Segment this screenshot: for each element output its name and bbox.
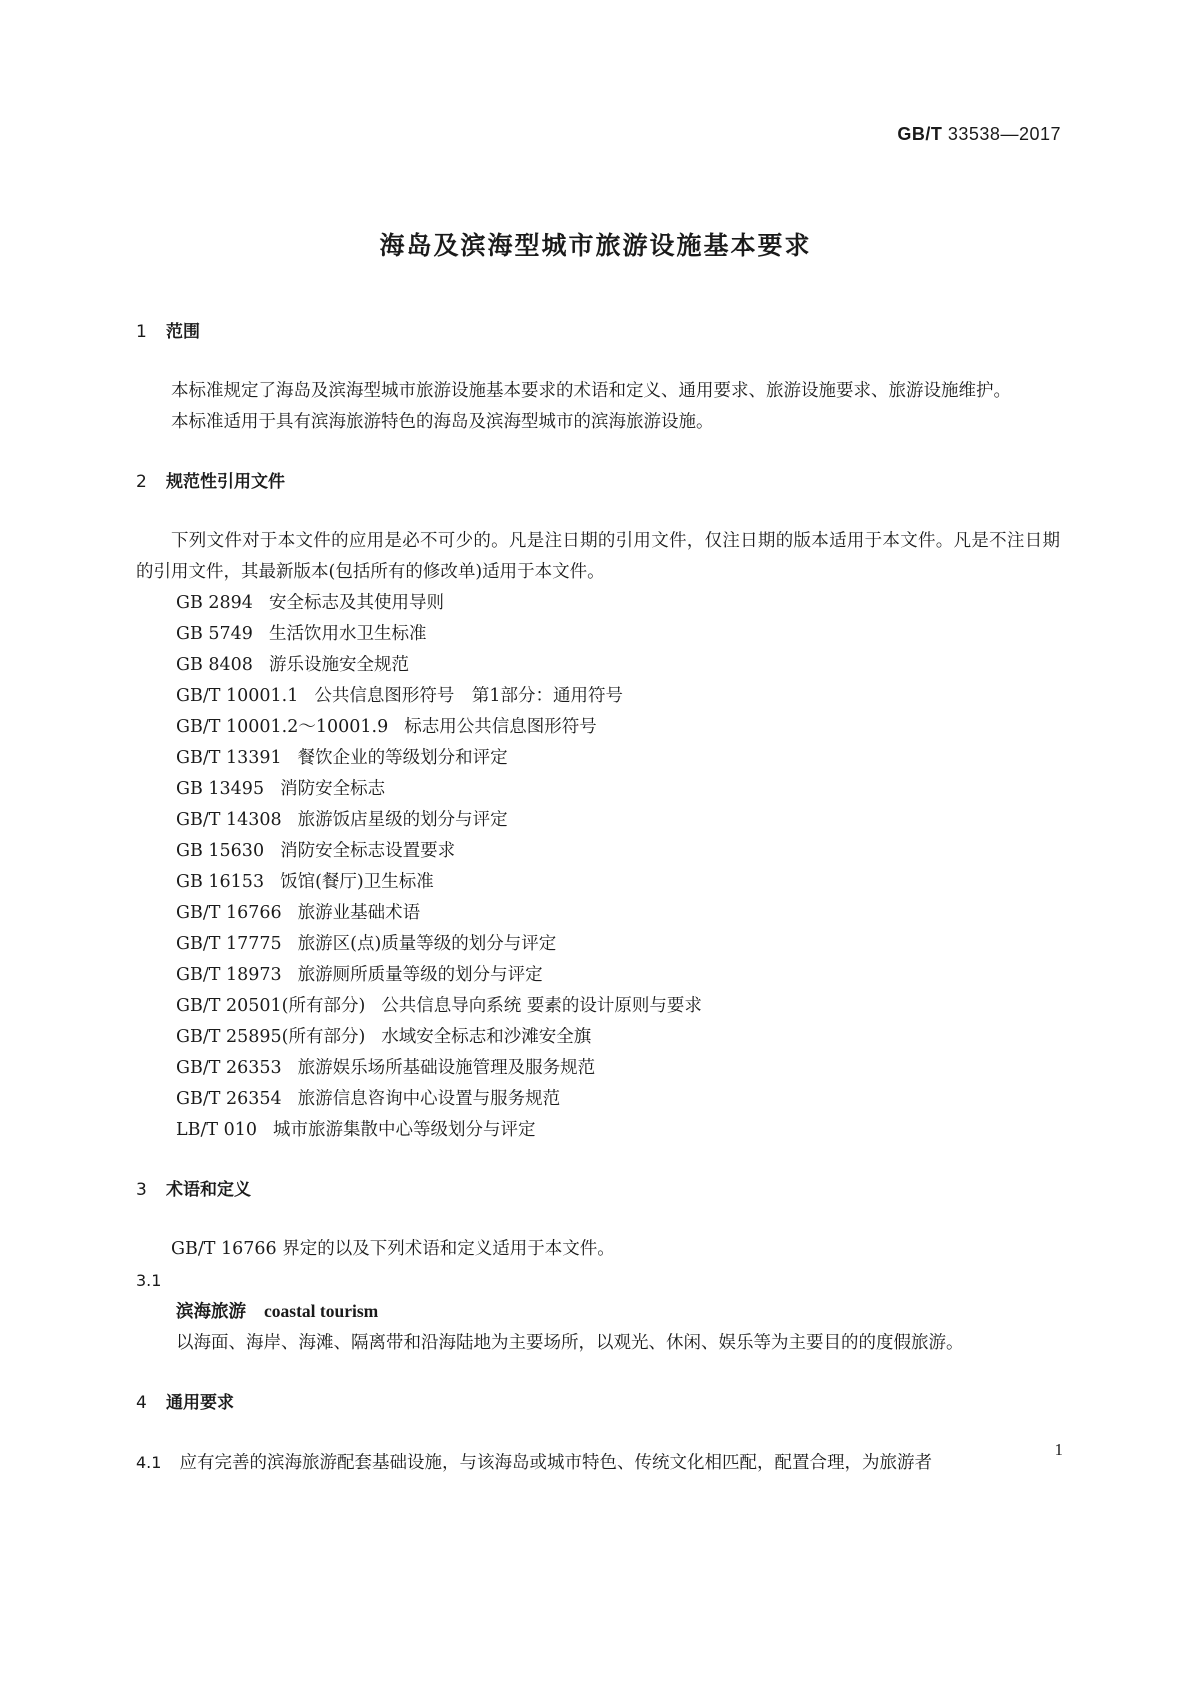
document-title: 海岛及滨海型城市旅游设施基本要求 (379, 231, 812, 260)
reference-code: GB/T 20501(所有部分) (176, 996, 366, 1016)
section-title: 通用要求 (166, 1393, 234, 1413)
reference-item (136, 681, 1060, 712)
section-title: 规范性引用文件 (166, 472, 285, 492)
reference-item (136, 991, 1060, 1022)
reference-item (136, 619, 1060, 650)
section-heading-general (136, 1387, 1060, 1419)
reference-code: GB/T 10001.1 (176, 686, 299, 706)
section-title: 术语和定义 (166, 1180, 251, 1200)
clause-4-1 (136, 1447, 1060, 1479)
reference-code: GB/T 16766 (176, 903, 282, 923)
term-entry (136, 1296, 1060, 1328)
reference-name: 旅游娱乐场所基础设施管理及服务规范 (297, 1058, 596, 1078)
reference-name: 餐饮企业的等级划分和评定 (297, 748, 508, 768)
reference-item (136, 960, 1060, 991)
reference-name: 旅游饭店星级的划分与评定 (297, 810, 508, 830)
reference-code: GB/T 25895(所有部分) (176, 1027, 366, 1047)
reference-name: 生活饮用水卫生标准 (268, 624, 427, 644)
reference-code: GB 5749 (176, 624, 253, 644)
section-number: 3 (136, 1180, 147, 1200)
section-number: 4 (136, 1393, 147, 1413)
section-title: 范围 (166, 322, 200, 342)
reference-item (136, 929, 1060, 960)
page-number: 1 (1054, 1440, 1063, 1459)
reference-name: 游乐设施安全规范 (268, 655, 409, 675)
reference-name: 旅游区(点)质量等级的划分与评定 (297, 934, 557, 954)
term-number: 3.1 (136, 1271, 162, 1290)
clause-number: 4.1 (136, 1453, 162, 1472)
reference-item (136, 743, 1060, 774)
reference-code: GB 8408 (176, 655, 253, 675)
reference-item (136, 774, 1060, 805)
section-number: 1 (136, 322, 147, 342)
term-english: coastal tourism (264, 1301, 379, 1321)
reference-item (136, 1022, 1060, 1053)
references-intro: 下列文件对于本文件的应用是必不可少的。凡是注日期的引用文件，仅注日期的版本适用于本文件。凡是不注日期的引用文件，其最新版本(包括所有的修改单)适用于本文件。 (136, 531, 1060, 582)
section-heading-references (136, 466, 1060, 498)
reference-code: GB/T 17775 (176, 934, 282, 954)
reference-code: GB/T 18973 (176, 965, 282, 985)
term-chinese: 滨海旅游 (176, 1302, 246, 1322)
reference-name: 公共信息导向系统 要素的设计原则与要求 (381, 996, 702, 1016)
reference-item (136, 805, 1060, 836)
reference-name: 标志用公共信息图形符号 (404, 717, 597, 737)
document-body (136, 316, 1060, 1479)
reference-list (136, 588, 1060, 1146)
standard-code: GB/T (897, 124, 943, 144)
standard-number (897, 124, 1061, 145)
reference-name: 安全标志及其使用导则 (268, 593, 444, 613)
reference-code: GB 15630 (176, 841, 265, 861)
reference-item (136, 1084, 1060, 1115)
reference-item (136, 836, 1060, 867)
scope-paragraph-1: 本标准规定了海岛及滨海型城市旅游设施基本要求的术语和定义、通用要求、旅游设施要求、旅游设施维护。 (171, 381, 1011, 401)
reference-item (136, 712, 1060, 743)
reference-code: GB/T 10001.2～10001.9 (176, 717, 389, 737)
section-number: 2 (136, 472, 147, 492)
reference-code: LB/T 010 (176, 1120, 258, 1140)
reference-item (136, 650, 1060, 681)
section-heading-terms (136, 1174, 1060, 1206)
reference-name: 消防安全标志 (280, 779, 386, 799)
reference-name: 旅游信息咨询中心设置与服务规范 (297, 1089, 561, 1109)
reference-code: GB/T 13391 (176, 748, 282, 768)
reference-code: GB 16153 (176, 872, 265, 892)
reference-code: GB/T 26353 (176, 1058, 282, 1078)
reference-code: GB/T 14308 (176, 810, 282, 830)
scope-paragraph-2: 本标准适用于具有滨海旅游特色的海岛及滨海型城市的滨海旅游设施。 (171, 412, 714, 432)
reference-item (136, 867, 1060, 898)
reference-name: 城市旅游集散中心等级划分与评定 (273, 1120, 536, 1140)
reference-code: GB 2894 (176, 593, 253, 613)
reference-name: 旅游业基础术语 (297, 903, 421, 923)
reference-name: 公共信息图形符号 第1部分：通用符号 (314, 686, 623, 706)
reference-name: 水域安全标志和沙滩安全旗 (381, 1027, 592, 1047)
section-heading-scope (136, 316, 1060, 348)
reference-item (136, 1053, 1060, 1084)
reference-code: GB/T 26354 (176, 1089, 282, 1109)
terms-intro: GB/T 16766 界定的以及下列术语和定义适用于本文件。 (171, 1239, 615, 1259)
reference-name: 消防安全标志设置要求 (280, 841, 456, 861)
clause-text: 应有完善的滨海旅游配套基础设施，与该海岛或城市特色、传统文化相匹配，配置合理，为旅游者 (179, 1453, 932, 1473)
reference-code: GB 13495 (176, 779, 265, 799)
standard-number-value: 33538—2017 (947, 124, 1061, 144)
term-definition: 以海面、海岸、海滩、隔离带和沿海陆地为主要场所，以观光、休闲、娱乐等为主要目的的度假旅游。 (176, 1333, 964, 1353)
reference-name: 旅游厕所质量等级的划分与评定 (297, 965, 543, 985)
reference-name: 饭馆(餐厅)卫生标准 (280, 872, 434, 892)
reference-item (136, 898, 1060, 929)
reference-item (136, 1115, 1060, 1146)
reference-item (136, 588, 1060, 619)
